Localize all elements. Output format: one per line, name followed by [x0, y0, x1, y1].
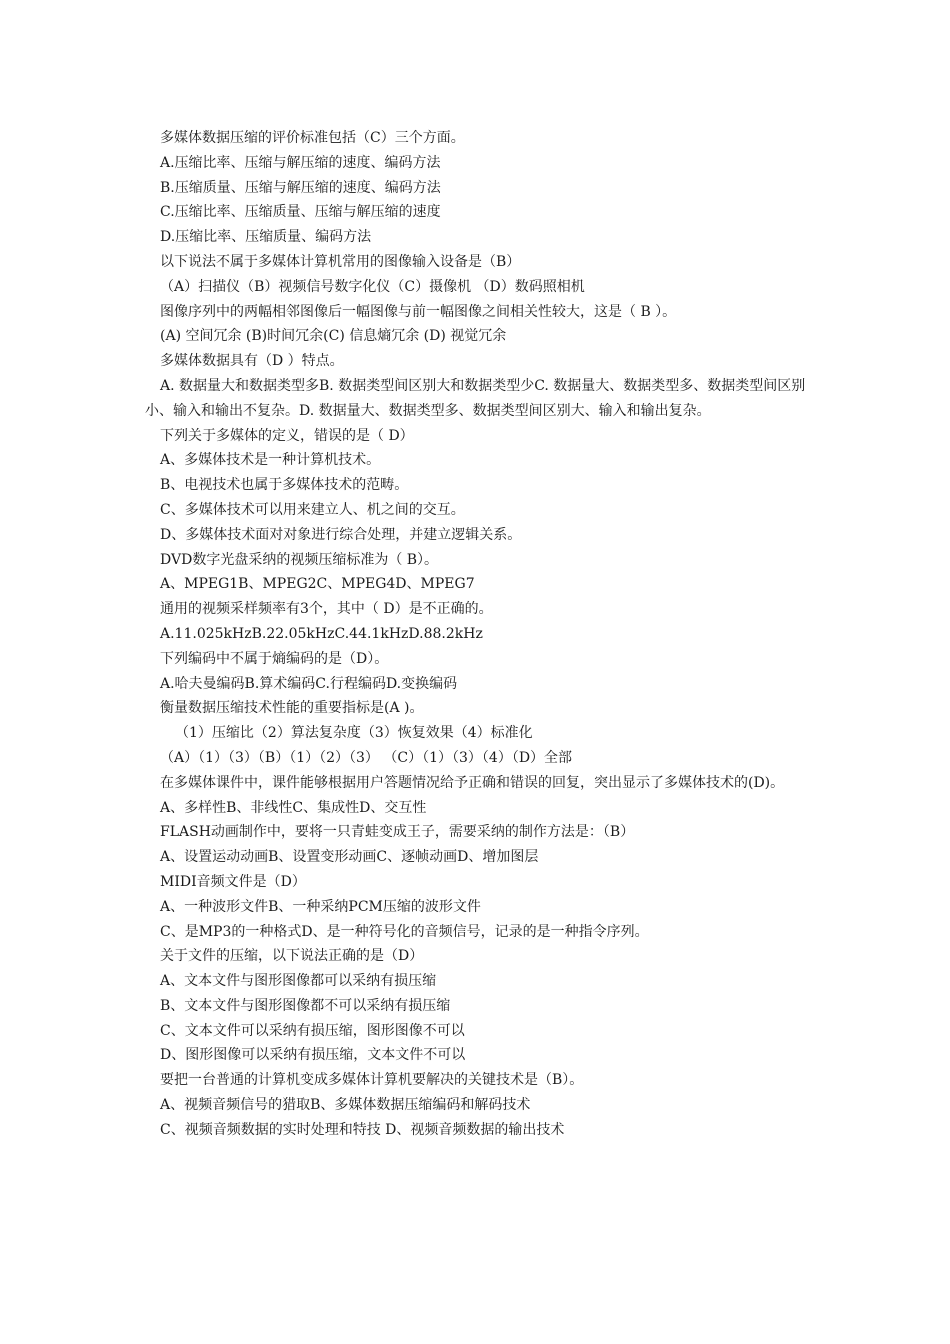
option-line: B.压缩质量、压缩与解压缩的速度、编码方法 — [160, 179, 441, 196]
option-line: C、多媒体技术可以用来建立人、机之间的交互。 — [160, 501, 465, 518]
question-paragraph: 在多媒体课件中，课件能够根据用户答题情况给予正确和错误的回复，突出显示了多媒体技术的(D)。 — [160, 774, 785, 791]
option-line: C.压缩比率、压缩质量、压缩与解压缩的速度 — [160, 204, 441, 221]
question-line: 要把一台普通的计算机变成多媒体计算机要解决的关键技术是（B）。 — [160, 1072, 584, 1089]
option-line: A、多媒体技术是一种计算机技术。 — [160, 452, 381, 469]
option-line: A.11.025kHzB.22.05kHzC.44.1kHzD.88.2kHz — [160, 625, 483, 642]
option-line: D.压缩比率、压缩质量、编码方法 — [160, 229, 372, 246]
question-line: 通用的视频采样频率有3个，其中（ D）是不正确的。 — [160, 601, 493, 618]
option-line: A、设置运动动画B、设置变形动画C、逐帧动画D、增加图层 — [160, 849, 539, 866]
option-line: D、多媒体技术面对对象进行综合处理，并建立逻辑关系。 — [160, 526, 522, 543]
question-line: MIDI音频文件是（D） — [160, 873, 306, 890]
option-line: B、文本文件与图形图像都不可以采纳有损压缩 — [160, 997, 451, 1014]
document-body — [145, 126, 810, 1143]
option-line: A、视频音频信号的猎取B、多媒体数据压缩编码和解码技术 — [160, 1097, 531, 1114]
option-line: D、图形图像可以采纳有损压缩，文本文件不可以 — [160, 1047, 466, 1064]
option-line: A、文本文件与图形图像都可以采纳有损压缩 — [160, 973, 437, 990]
option-line: B、电视技术也属于多媒体技术的范畴。 — [160, 477, 409, 494]
question-line: DVD数字光盘采纳的视频压缩标准为（ B）。 — [160, 551, 439, 568]
option-line: C、是MP3的一种格式D、是一种符号化的音频信号，记录的是一种指令序列。 — [160, 923, 649, 940]
question-line: 以下说法不属于多媒体计算机常用的图像输入设备是（B） — [160, 253, 521, 270]
option-line: A.压缩比率、压缩与解压缩的速度、编码方法 — [160, 154, 441, 171]
option-line: A.哈夫曼编码B.算术编码C.行程编码D.变换编码 — [160, 675, 458, 692]
option-line: （A）扫描仪（B）视频信号数字化仪（C）摄像机 （D）数码照相机 — [160, 278, 585, 295]
option-line: (A) 空间冗余 (B)时间冗余(C) 信息熵冗余 (D) 视觉冗余 — [160, 328, 507, 345]
option-line: A、MPEG1B、MPEG2C、MPEG4D、MPEG7 — [160, 576, 475, 593]
option-line: A、多样性B、非线性C、集成性D、交互性 — [160, 799, 427, 816]
question-line: FLASH动画制作中，要将一只青蛙变成王子，需要采纳的制作方法是：（B） — [160, 824, 635, 841]
option-paragraph: A. 数据量大和数据类型多B. 数据类型间区别大和数据类型少C. 数据量大、数据类型多、数据类型间区别小、输入和输出不复杂。D. 数据量大、数据类型多、数据类型间区别大、输入和输出复杂。 — [145, 377, 806, 419]
question-line: 多媒体数据具有（D ）特点。 — [160, 353, 344, 370]
option-line: （1）压缩比（2）算法复杂度（3）恢复效果（4）标准化 — [175, 725, 533, 742]
option-line: （A）（1）（3）（B）（1）（2）（3） （C）（1）（3）（4）（D）全部 — [160, 749, 573, 766]
question-line: 衡量数据压缩技术性能的重要指标是(A )。 — [160, 700, 424, 717]
question-line: 多媒体数据压缩的评价标准包括（C）三个方面。 — [160, 130, 465, 146]
option-line: C、文本文件可以采纳有损压缩，图形图像不可以 — [160, 1022, 465, 1039]
question-line: 下列关于多媒体的定义，错误的是（ D） — [160, 427, 414, 444]
option-line: A、一种波形文件B、一种采纳PCM压缩的波形文件 — [160, 898, 481, 915]
option-line: C、视频音频数据的实时处理和特技 D、视频音频数据的输出技术 — [160, 1121, 565, 1138]
question-line: 图像序列中的两幅相邻图像后一幅图像与前一幅图像之间相关性较大，这是（ B ）。 — [160, 303, 677, 320]
question-line: 关于文件的压缩，以下说法正确的是（D） — [160, 948, 424, 965]
question-line: 下列编码中不属于熵编码的是（D）。 — [160, 650, 389, 667]
